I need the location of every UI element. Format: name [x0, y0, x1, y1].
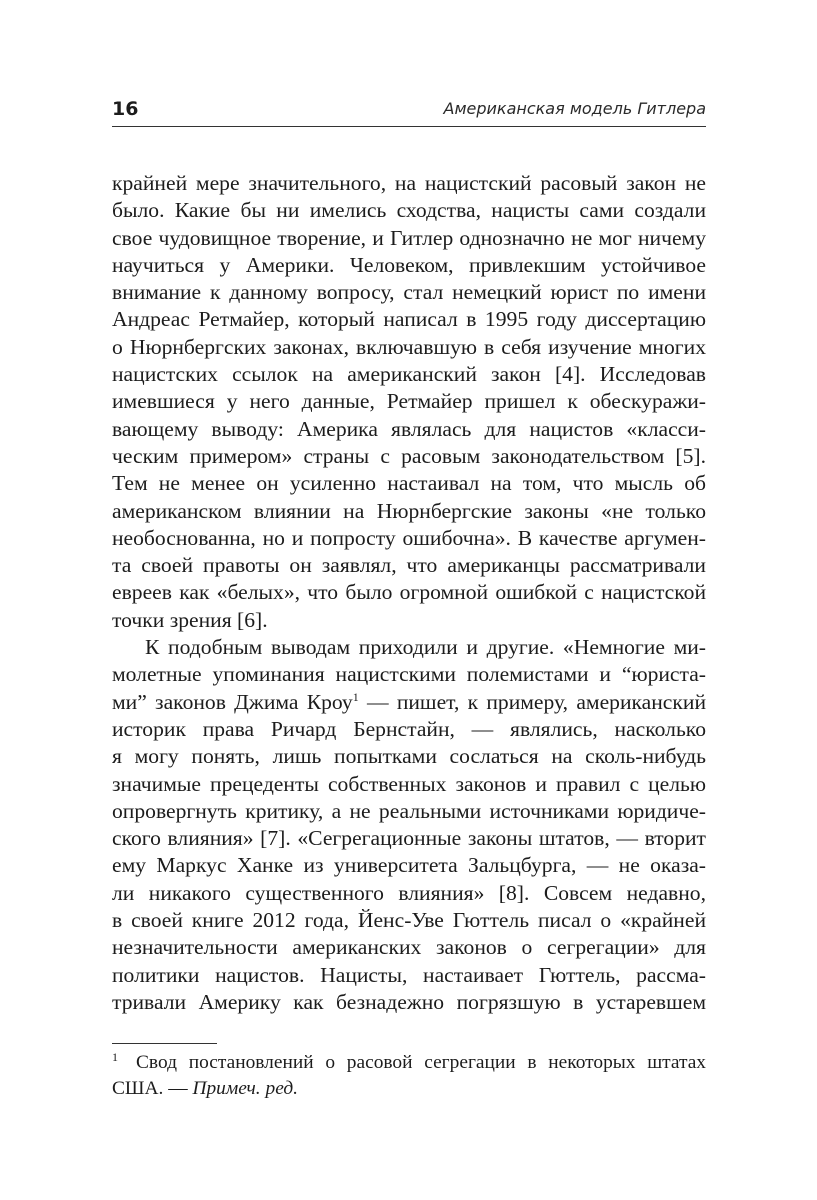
text-line: евреев как «белых», что было огромной ошибкой с нацистской [112, 580, 706, 605]
text-line: Андреас Ретмайер, который написал в 1995 году диссертацию [112, 307, 706, 332]
text-line-with-footnote-ref [112, 689, 706, 716]
text-line: историк права Ричард Бернстайн, — являлись, насколько [112, 716, 706, 741]
page-number: 16 [112, 98, 139, 120]
text-line: необоснованна, но и попросту ошибочна». В качестве аргумен- [112, 525, 706, 550]
text-line: вающему выводу: Америка являлась для нацистов «класси- [112, 416, 706, 441]
footnote-mark: 1 [112, 1050, 118, 1064]
footnote-line: Свод постановлений о расовой сегрегации в некоторых штатах [136, 1052, 706, 1073]
text-segment: ми” законов Джима Кроу [112, 689, 353, 714]
text-line: ческим примером» страны с расовым законодательством [5]. [112, 443, 706, 468]
text-line: молетные упоминания нацистскими полемистами и “юриста- [112, 662, 706, 687]
paragraph-2 [112, 634, 706, 1016]
text-line: крайней мере значительного, на нацистский расовый закон не [112, 171, 706, 195]
text-line: нацистских ссылок на американский закон [4]. Исследовав [112, 362, 706, 387]
body-text [112, 170, 706, 1016]
text-line: ему Маркус Ханке из университета Зальцбурга, — не оказа- [112, 853, 706, 878]
text-line: научиться у Америки. Человеком, привлекшим устойчивое [112, 252, 706, 277]
editor-note: Примеч. ред. [192, 1078, 298, 1099]
text-line: в своей книге 2012 года, Йенс-Уве Гюттель писал о «крайней [112, 908, 706, 933]
text-line-last: точки зрения [6]. [112, 607, 268, 632]
text-line: значимые прецеденты собственных законов и правил с целью [112, 771, 706, 796]
footnote-reference: 1 [352, 689, 359, 704]
text-line: К подобным выводам приходили и другие. «Немногие ми- [145, 635, 706, 660]
text-line: свое чудовищное творение, и Гитлер однозначно не мог ничему [112, 225, 706, 250]
running-header [112, 96, 706, 127]
text-line: о Нюрнбергских законах, включавшую в себя изучение многих [112, 334, 706, 359]
running-title: Американская модель Гитлера [443, 99, 706, 118]
footnote-text: США. — [112, 1078, 193, 1099]
text-line: американском влиянии на Нюрнбергские законы «не только [112, 498, 706, 523]
paragraph-1 [112, 170, 706, 634]
text-line: ли никакого существенного влияния» [8]. Совсем недавно, [112, 880, 706, 905]
text-line: имевшиеся у него данные, Ретмайер пришел к обескуражи- [112, 389, 706, 414]
text-line: незначительности американских законов о сегрегации» для [112, 935, 706, 960]
text-line: та своей правоты он заявлял, что американцы рассматривали [112, 553, 706, 578]
footnote-divider [112, 1043, 217, 1044]
text-line: я могу понять, лишь попытками сослаться на сколь-нибудь [112, 744, 706, 769]
text-segment: — пишет, к примеру, американский [358, 689, 706, 714]
footnote-line [112, 1076, 706, 1102]
footnote [112, 1050, 706, 1102]
text-line: было. Какие бы ни имелись сходства, нацисты сами создали [112, 198, 706, 223]
text-line: опровергнуть критику, а не реальными источниками юридиче- [112, 798, 706, 823]
text-line: тривали Америку как безнадежно погрязшую в устаревшем [112, 989, 706, 1014]
text-line: ского влияния» [7]. «Сегрегационные законы штатов, — вторит [112, 826, 706, 851]
text-line: внимание к данному вопросу, стал немецкий юрист по имени [112, 280, 706, 305]
text-line: политики нацистов. Нацисты, настаивает Гюттель, рассма- [112, 962, 706, 987]
text-line: Тем не менее он усиленно настаивал на том, что мысль об [112, 471, 706, 496]
